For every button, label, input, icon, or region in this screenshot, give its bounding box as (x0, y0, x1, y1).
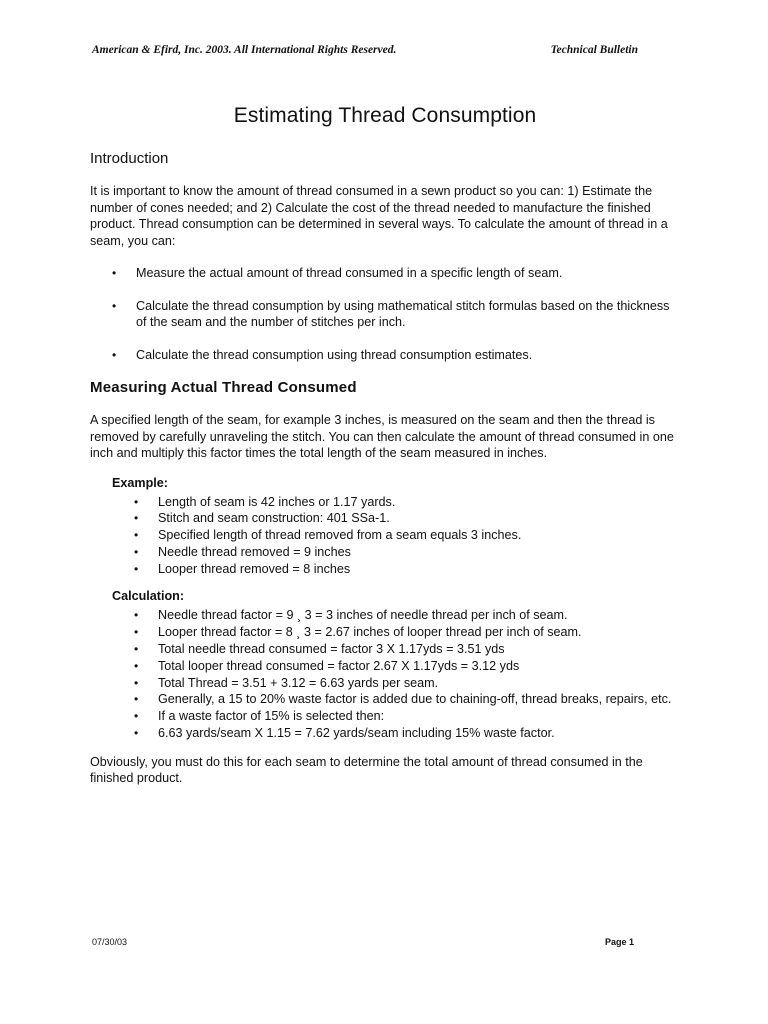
calculation-item: • If a waste factor of 15% is selected then: (90, 708, 680, 725)
header-copyright: American & Efird, Inc. 2003. All International Rights Reserved. (92, 44, 397, 56)
method-list (90, 265, 680, 363)
example-item: • Specified length of thread removed from a seam equals 3 inches. (90, 527, 680, 544)
example-label: Example: (112, 475, 168, 490)
example-list (90, 494, 680, 578)
calculation-item: • Total looper thread consumed = factor 2.67 X 1.17yds = 3.12 yds (90, 658, 680, 675)
calculation-item: • Total Thread = 3.51 + 3.12 = 6.63 yards per seam. (90, 675, 680, 692)
example-item: • Needle thread removed = 9 inches (90, 544, 680, 561)
calculation-label: Calculation: (112, 589, 185, 604)
example-item: • Length of seam is 42 inches or 1.17 yards. (90, 494, 680, 511)
method-item: • Calculate the thread consumption using thread consumption estimates. (90, 347, 680, 364)
measuring-paragraph: A specified length of the seam, for example 3 inches, is measured on the seam and then the thread is removed by carefully unraveling the stitch. You can then calculate the amount of thread consumed in one inch and multiply this factor times the total length of the seam measured in inches. (90, 413, 674, 460)
calculation-list (90, 607, 680, 741)
footer-date: 07/30/03 (92, 937, 128, 947)
page-footer (92, 937, 634, 947)
calculation-item: • Looper thread factor = 8 ¸ 3 = 2.67 inches of looper thread per inch of seam. (90, 624, 680, 641)
calculation-item: • 6.63 yards/seam X 1.15 = 7.62 yards/seam including 15% waste factor. (90, 725, 680, 742)
calculation-item: • Total needle thread consumed = factor 3 X 1.17yds = 3.51 yds (90, 641, 680, 658)
closing-paragraph: Obviously, you must do this for each seam to determine the total amount of thread consumed in the finished product. (90, 754, 643, 786)
document-title: Estimating Thread Consumption (233, 104, 537, 127)
method-item: • Measure the actual amount of thread consumed in a specific length of seam. (90, 265, 680, 282)
page-number: Page 1 (604, 937, 634, 947)
example-item: • Looper thread removed = 8 inches (90, 561, 680, 578)
method-item: • Calculate the thread consumption by using mathematical stitch formulas based on the thickness of the seam and the number of stitches per inch. (90, 298, 680, 331)
document-body (90, 104, 680, 787)
page-header (92, 44, 638, 56)
example-item: • Stitch and seam construction: 401 SSa-1. (90, 510, 680, 527)
introduction-paragraph: It is important to know the amount of thread consumed in a sewn product so you can: 1) Estimate the number of cones needed; and 2) Calculate the cost of the thread needed to manufacture the finished product. Thread consumption can be determined in several ways. To calculate the amount of thread in a seam, you can: (90, 184, 668, 248)
header-bulletin-label: Technical Bulletin (550, 44, 638, 56)
calculation-item: • Generally, a 15 to 20% waste factor is added due to chaining-off, thread breaks, repairs, etc. (90, 691, 680, 708)
calculation-item: • Needle thread factor = 9 ¸ 3 = 3 inches of needle thread per inch of seam. (90, 607, 680, 624)
introduction-heading: Introduction (90, 150, 169, 167)
measuring-heading: Measuring Actual Thread Consumed (90, 379, 357, 396)
